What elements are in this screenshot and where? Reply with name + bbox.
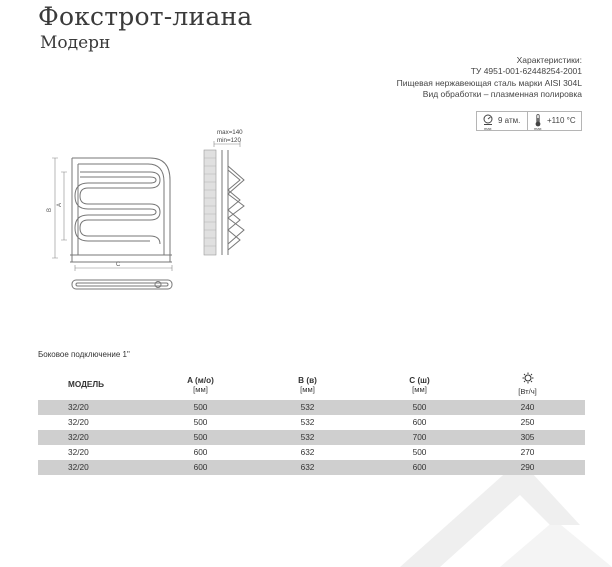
pressure-max-label: max <box>484 126 492 131</box>
cell-power: 250 <box>520 417 535 427</box>
header-b <box>275 376 340 394</box>
dimension-label-b: B <box>47 207 53 212</box>
cell-c: 500 <box>412 402 427 412</box>
header-c <box>387 376 452 394</box>
dimension-label-c: C <box>116 262 121 268</box>
page-title: Фокстрот-лиана <box>38 2 253 31</box>
side-view <box>204 141 244 255</box>
spec-line: Пищевая нержавеющая сталь марки AISI 304L <box>396 77 582 88</box>
cell-b: 532 <box>300 402 315 412</box>
cell-power: 240 <box>520 402 535 412</box>
table-row <box>38 460 585 475</box>
header-a <box>168 376 233 394</box>
header-c-unit: [мм] <box>412 385 427 394</box>
cell-c: 600 <box>412 462 427 472</box>
header-model: МОДЕЛЬ <box>68 380 105 389</box>
cell-a: 500 <box>193 417 208 427</box>
cell-b: 532 <box>300 417 315 427</box>
model-table <box>38 370 585 475</box>
header-a-label: A (м/о) <box>187 376 214 385</box>
pressure-value: 9 атм. <box>498 116 521 125</box>
max-depth-label: max=140 <box>217 129 243 136</box>
header-power <box>495 372 560 396</box>
cell-a: 600 <box>193 447 208 457</box>
dimension-label-a: A <box>57 202 63 207</box>
table-row <box>38 430 585 445</box>
cell-a: 500 <box>193 402 208 412</box>
front-view <box>70 158 172 262</box>
cell-model: 32/20 <box>68 432 89 442</box>
cell-b: 632 <box>300 462 315 472</box>
table-row <box>38 445 585 460</box>
cell-model: 32/20 <box>68 417 89 427</box>
cell-c: 500 <box>412 447 427 457</box>
header-c-label: C (ш) <box>409 376 430 385</box>
temperature-value: +110 °С <box>547 116 576 125</box>
sun-power-icon <box>522 372 534 384</box>
cell-model: 32/20 <box>68 447 89 457</box>
cell-power: 305 <box>520 432 535 442</box>
temperature-max-label: max <box>534 126 542 131</box>
cell-b: 532 <box>300 432 315 442</box>
cell-b: 632 <box>300 447 315 457</box>
connection-label: Боковое подключение 1" <box>38 350 130 359</box>
header-b-label: B (в) <box>298 376 317 385</box>
min-depth-label: min=120 <box>217 137 241 144</box>
cell-power: 290 <box>520 462 535 472</box>
top-view <box>72 280 172 289</box>
table-row <box>38 400 585 415</box>
table-row <box>38 415 585 430</box>
header-b-unit: [мм] <box>300 385 315 394</box>
cell-c: 600 <box>412 417 427 427</box>
cell-model: 32/20 <box>68 402 89 412</box>
spec-line: Вид обработки – плазменная полировка <box>422 88 582 99</box>
cell-power: 270 <box>520 447 535 457</box>
cell-c: 700 <box>412 432 427 442</box>
spec-line: Характеристики: <box>516 55 582 65</box>
cell-a: 500 <box>193 432 208 442</box>
spec-line: ТУ 4951-001-62448254-2001 <box>470 66 582 77</box>
header-power-unit: [Вт/ч] <box>518 387 537 396</box>
cell-a: 600 <box>193 462 208 472</box>
page-subtitle: Модерн <box>40 33 111 53</box>
header-a-unit: [мм] <box>193 385 208 394</box>
table-header <box>38 370 585 400</box>
cell-model: 32/20 <box>68 462 89 472</box>
